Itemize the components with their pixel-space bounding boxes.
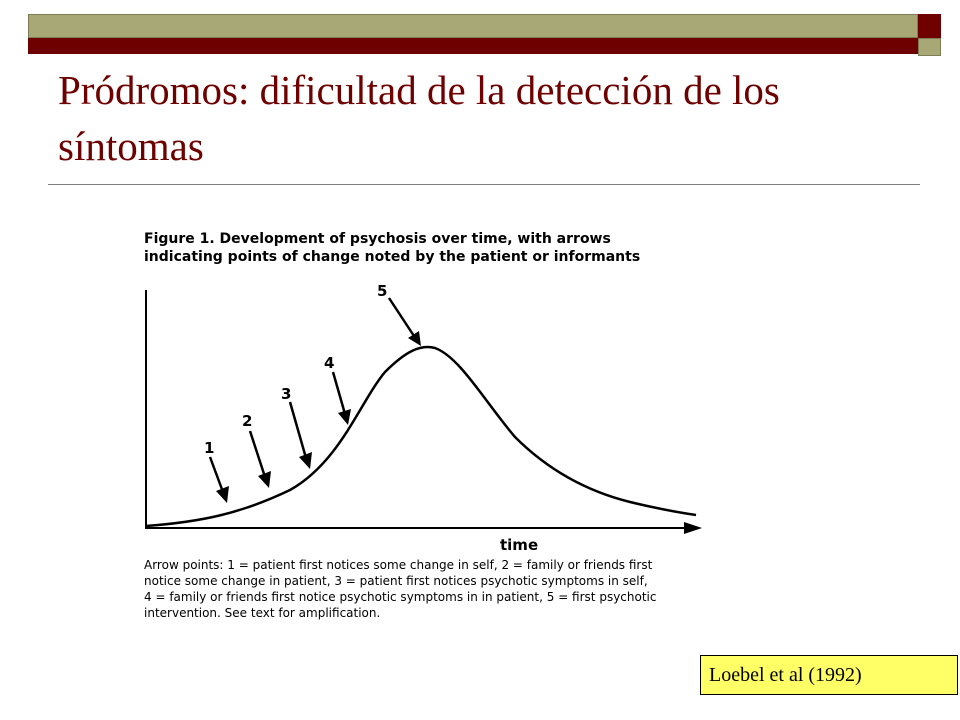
x-axis-arrowhead [684,522,702,534]
arrow-1-label: 1 [204,439,215,457]
corner-red-square [918,14,941,38]
figure-caption-line3: 4 = family or friends first notice psychotic symptoms in in patient, 5 = first psychotic [144,590,657,604]
arrow-2-label: 2 [242,412,253,430]
psychosis-curve [146,347,696,526]
figure-caption-line2: notice some change in patient, 3 = patient first notices psychotic symptoms in self, [144,574,648,588]
title-divider [48,184,920,185]
citation-box: Loebel et al (1992) [700,655,958,695]
figure-caption-line1: Arrow points: 1 = patient first notices some change in self, 2 = family or friends first [144,558,653,572]
figure-title-line2: indicating points of change noted by the patient or informants [144,249,641,265]
arrow-5-label: 5 [377,282,388,300]
arrow-1 [204,439,229,503]
header-red-stripe [28,38,918,54]
arrow-4 [324,354,351,425]
arrow-3-label: 3 [281,385,292,403]
arrow-5 [377,282,421,346]
slide-title: Pródromos: dificultad de la detección de los síntomas [58,67,780,169]
figure-title-line1: Figure 1. Development of psychosis over time, with arrows [144,231,611,247]
header-decoration-band [28,14,918,54]
header-olive-stripe [28,14,918,38]
corner-olive-square [918,38,941,56]
arrow-2 [242,412,271,488]
psychosis-figure [140,222,740,632]
figure-caption-line4: intervention. See text for amplification. [144,606,381,620]
arrow-4-label: 4 [324,354,335,372]
arrow-3 [281,385,312,469]
x-axis-label: time [500,536,539,554]
